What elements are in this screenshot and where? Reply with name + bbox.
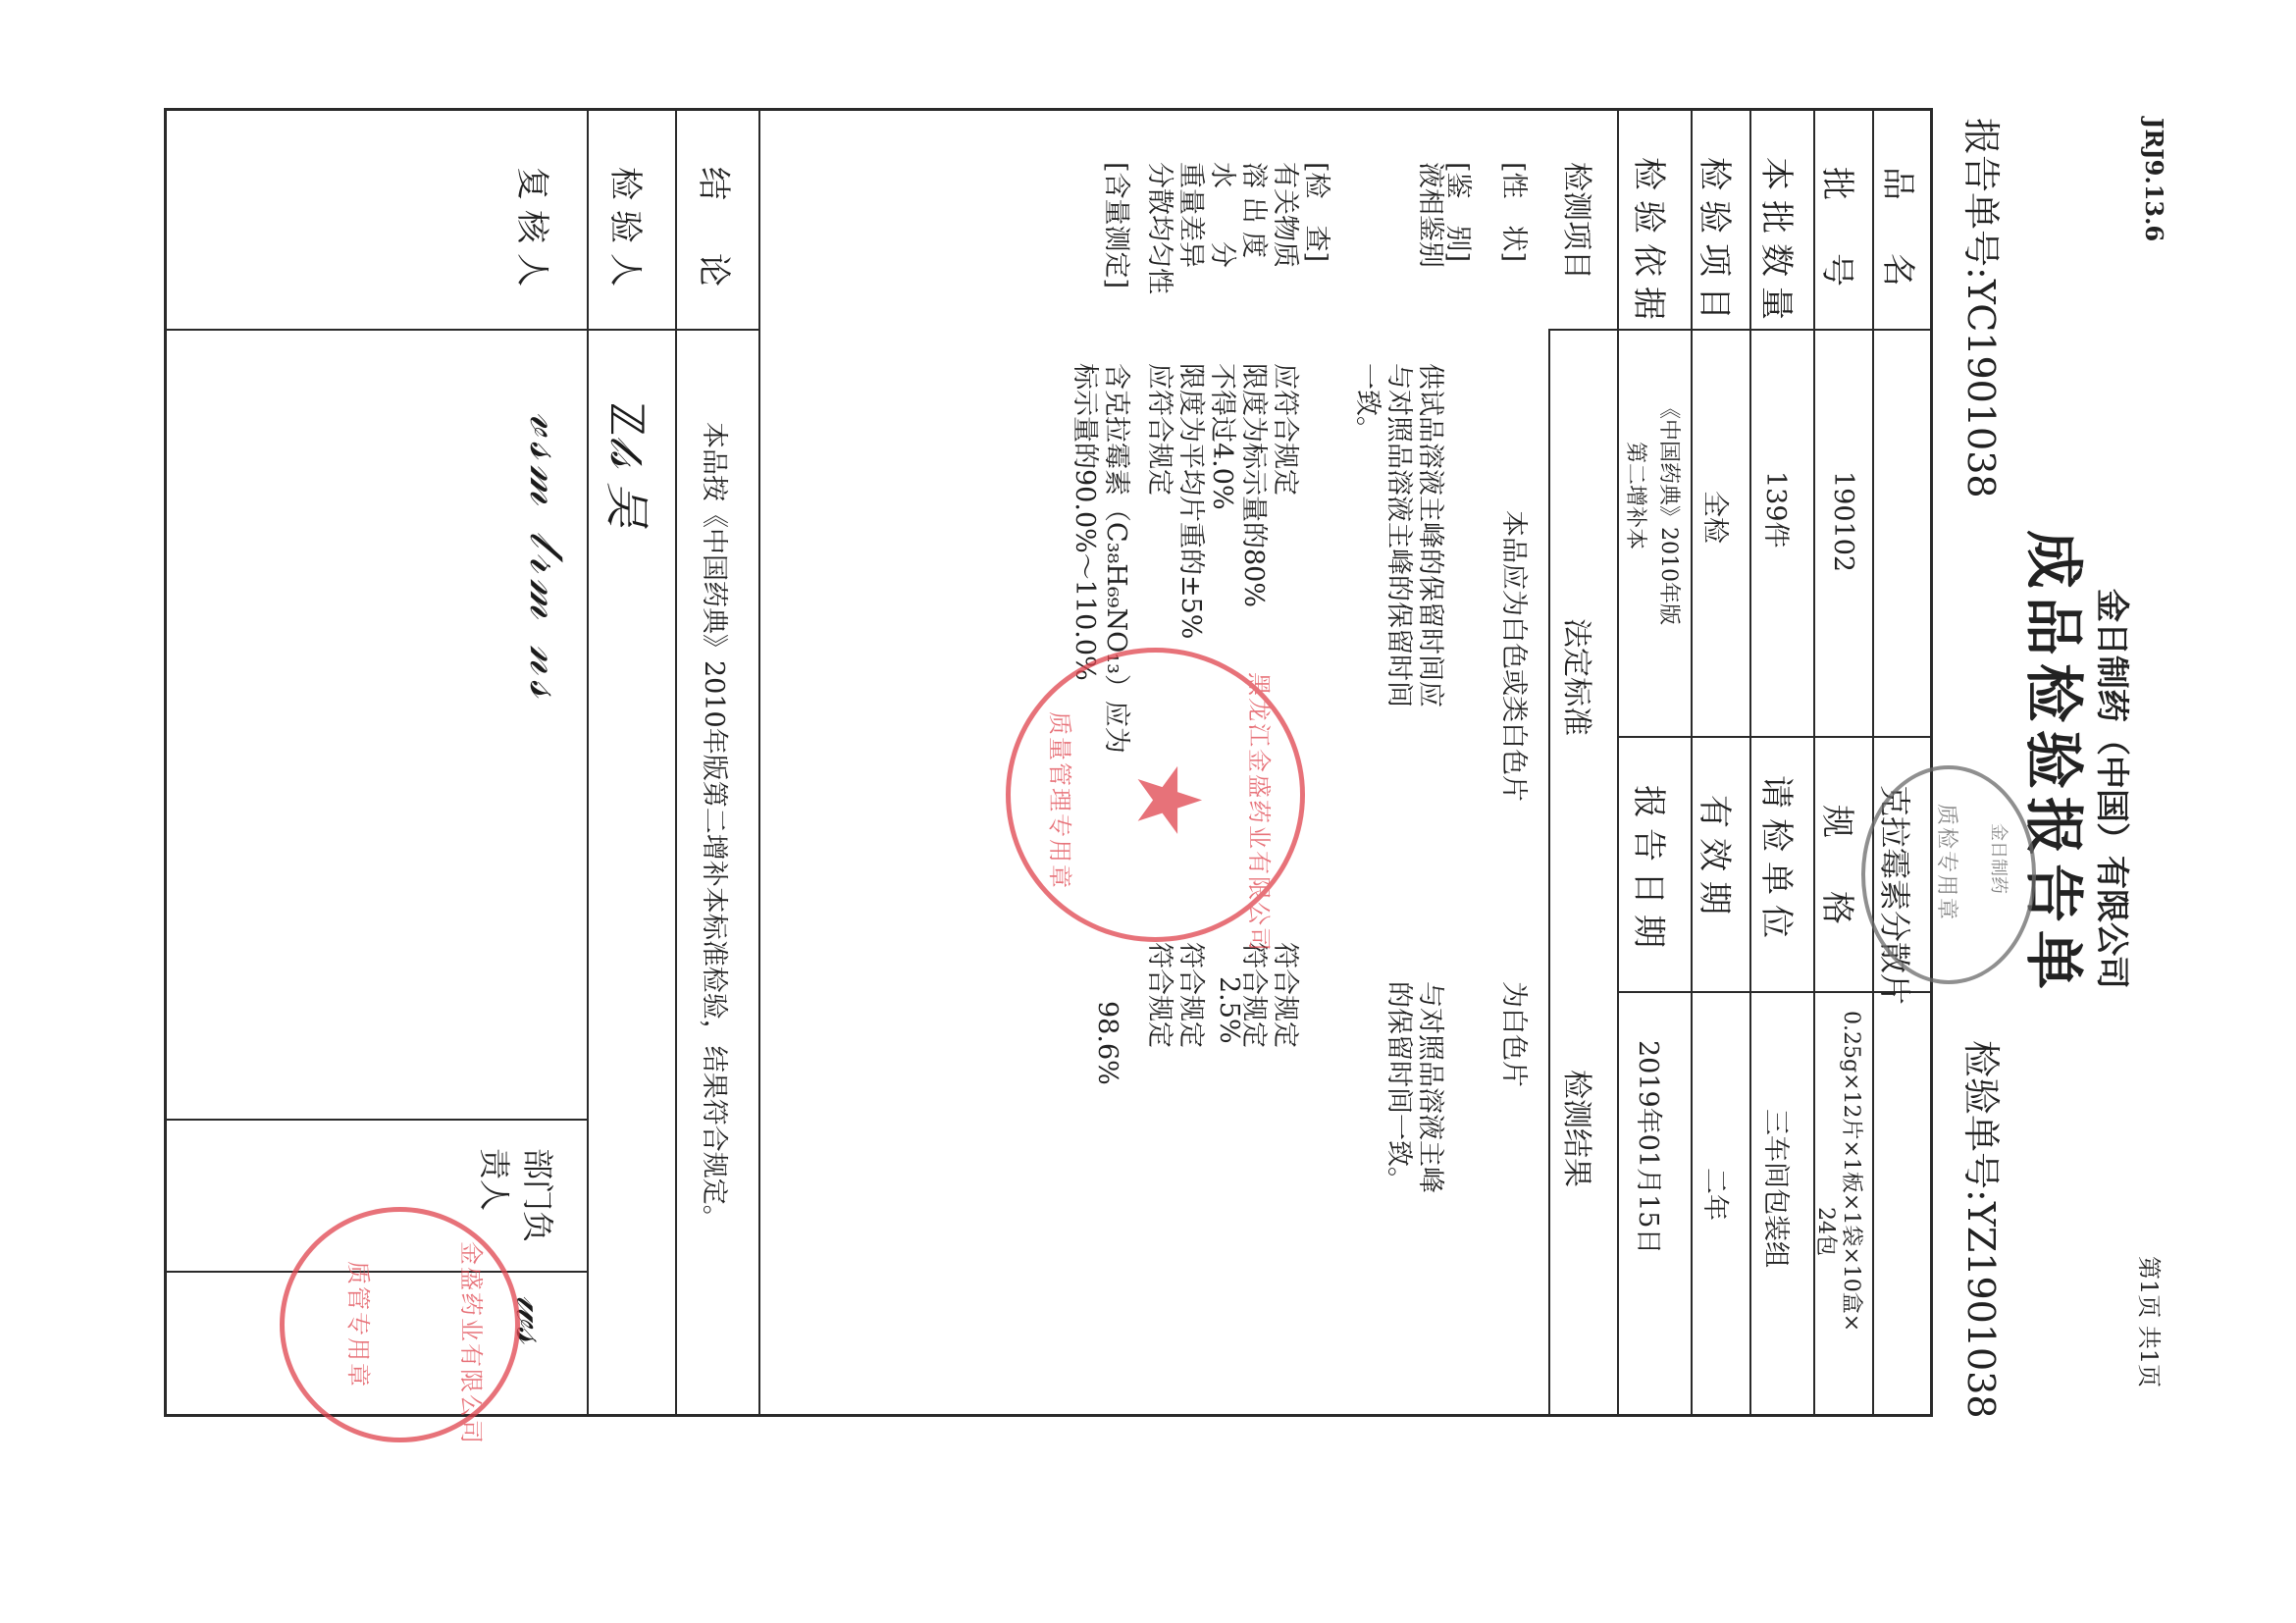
test-standard: 不得过4.0%	[1207, 363, 1237, 510]
test-result: 为白色片	[1498, 981, 1529, 1087]
report-date-label: 报告日期	[1629, 785, 1668, 958]
test-standard: 应符合规定	[1144, 363, 1174, 496]
quantity-value: 139件	[1760, 471, 1791, 549]
test-standard: 与对照品溶液主峰的保留时间	[1383, 363, 1414, 707]
test-item: 液相鉴别	[1415, 162, 1445, 268]
product-label: 品 名	[1878, 167, 1917, 296]
test-item: 溶 出 度	[1238, 162, 1269, 259]
test-result: 2.5%	[1214, 976, 1244, 1044]
test-standard: 含克拉霉素（C₃₈H₆₉NO₁₃）应为	[1101, 363, 1131, 754]
test-item: [含量测定]	[1101, 162, 1131, 289]
spec-label: 规 格	[1817, 805, 1856, 934]
test-item: 水 分	[1207, 162, 1237, 268]
seal-text: 质管专用章	[344, 1261, 372, 1388]
basis-value-line1: 《中国药典》2010年版	[1656, 397, 1681, 625]
test-item: [检 查]	[1301, 162, 1331, 263]
test-standard: 一致。	[1352, 363, 1383, 443]
test-standard: 应符合规定	[1270, 363, 1300, 496]
results-header-item: 检测项目	[1559, 162, 1593, 280]
batch-label: 批 号	[1817, 167, 1856, 296]
test-standard: 本品应为白色或类白色片	[1498, 510, 1529, 802]
dept-head-label: 部门负责人	[476, 1148, 556, 1243]
seal-text: 质检专用章	[1934, 804, 1958, 922]
validity-value: 二年	[1699, 1168, 1730, 1221]
test-item: 分散均匀性	[1144, 162, 1174, 294]
basis-value-line2: 第二增补本	[1623, 442, 1647, 550]
test-standard: 标示量的90.0%～110.0%	[1070, 363, 1100, 681]
spec-value-line1: 0.25g×12片×1板×1袋×10盒×	[1839, 1011, 1863, 1333]
seal-text: 金盛药业有限公司	[457, 1241, 485, 1445]
form-code: JRJ9.13.6	[2140, 118, 2168, 242]
inspector-label: 检验人	[605, 167, 645, 296]
report-number: 报告单号:YC1901038	[1959, 118, 2003, 498]
report-title: 成品检验报告单	[2018, 530, 2087, 997]
test-item: 有关物质	[1270, 162, 1300, 268]
test-result: 98.6%	[1092, 1001, 1122, 1085]
gray-quality-seal	[1861, 765, 2036, 984]
company-name: 金日制药（中国）有限公司	[2092, 589, 2131, 989]
red-company-seal	[1006, 648, 1305, 953]
red-quality-seal	[280, 1207, 520, 1445]
test-result: 符合规定	[1144, 942, 1174, 1048]
test-standard: 限度为标示量的80%	[1238, 363, 1269, 608]
conclusion-label: 结 论	[694, 167, 733, 296]
dept-head-signature: 𝓌𝓈	[506, 1295, 559, 1343]
results-header-standard: 法定标准	[1559, 618, 1593, 736]
items-label: 检验项目	[1695, 157, 1734, 330]
requester-label: 请检单位	[1756, 775, 1796, 948]
reviewer-label: 复核人	[512, 167, 551, 296]
test-result: 符合规定	[1175, 942, 1206, 1048]
test-result: 的保留时间一致。	[1383, 981, 1414, 1193]
test-item: 重量差异	[1175, 162, 1206, 268]
basis-label: 检验依据	[1629, 157, 1668, 330]
requester-value: 三车间包装组	[1760, 1109, 1791, 1268]
page-info: 第1页 共1页	[2135, 1256, 2163, 1388]
star-icon: ★	[1117, 760, 1220, 840]
batch-value: 190102	[1828, 471, 1858, 573]
test-result: 符合规定	[1238, 942, 1269, 1048]
results-header-result: 检测结果	[1559, 1070, 1593, 1187]
seal-text: 质量管理专用章	[1046, 711, 1073, 890]
test-standard: 限度为平均片重的±5%	[1175, 363, 1206, 640]
conclusion-value: 本品按《中国药典》2010年版第二增补本标准检验，结果符合规定。	[699, 422, 729, 1231]
validity-label: 有效期	[1695, 795, 1734, 924]
test-result: 与对照品溶液主峰	[1415, 981, 1445, 1193]
items-value: 全检	[1699, 491, 1730, 544]
product-value: 克拉霉素分散片	[1876, 785, 1913, 1006]
test-standard: 供试品溶液主峰的保留时间应	[1415, 363, 1445, 707]
report-date-value: 2019年01月15日	[1633, 1040, 1663, 1255]
spec-value-line2: 24包	[1813, 1207, 1838, 1256]
seal-text: 黑龙江金盛药业有限公司	[1245, 672, 1273, 953]
seal-text: 金日制药	[1988, 823, 2009, 894]
quantity-label: 本批数量	[1756, 157, 1796, 330]
inspect-number: 检验单号:YZ1901038	[1959, 1040, 2003, 1419]
test-item: [性 状]	[1498, 162, 1529, 263]
inspector-signature: ℤ𝓁𝓈 吴	[600, 402, 653, 573]
test-item: [鉴 别]	[1442, 162, 1473, 263]
reviewer-signature: 𝓋𝓈𝓂 𝓁𝓇𝓂 𝓃𝓈	[519, 412, 574, 704]
test-result: 符合规定	[1270, 942, 1300, 1048]
